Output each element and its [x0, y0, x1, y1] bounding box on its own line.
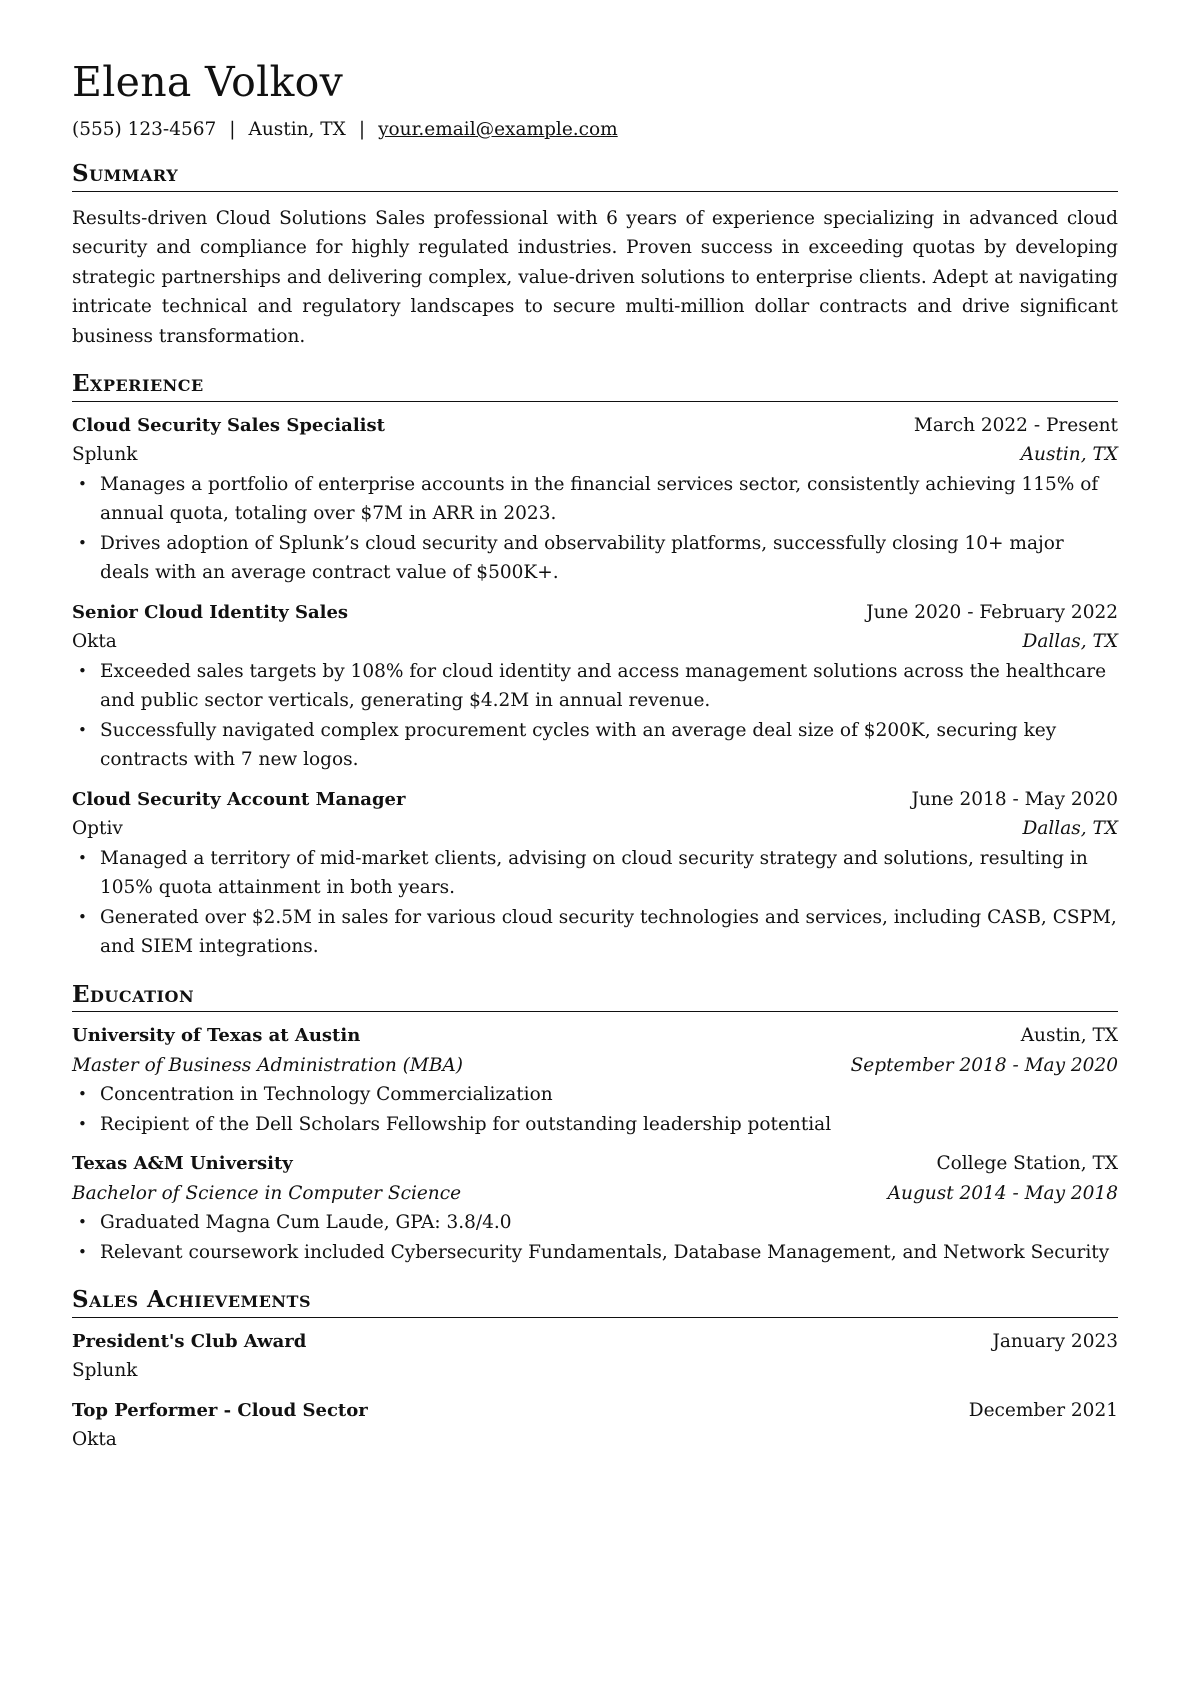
degree-name: Bachelor of Science in Computer Science	[72, 1182, 462, 1204]
section-title-experience: Experience	[72, 371, 1118, 401]
experience-entry	[72, 598, 1118, 775]
company-name: Okta	[72, 631, 117, 653]
award-date: January 2023	[992, 1330, 1118, 1352]
job-dates: March 2022 - Present	[913, 414, 1118, 436]
list-item: • Generated over $2.5M in sales for various cloud security technologies and services, including CASB, CSPM, and SIEM integrations.	[72, 903, 1118, 962]
school-location: Austin, TX	[1020, 1025, 1118, 1047]
section-title-achievements: Sales Achievements	[72, 1287, 1118, 1317]
job-title: Cloud Security Sales Specialist	[72, 414, 385, 436]
summary-text: Results-driven Cloud Solutions Sales professional with 6 years of experience specializing in advanced cloud security and compliance for highly regulated industries. Proven success in exceeding quotas by developing strategic partnerships and delivering complex, value-driven solutions to enterprise clients. Adept at navigating intricate technical and regulatory landscapes to secure multi-million dollar contracts and drive significant business transformation.	[72, 207, 1118, 347]
list-item: • Concentration in Technology Commercialization	[72, 1080, 1118, 1110]
award-date: December 2021	[968, 1399, 1118, 1421]
education-dates: September 2018 - May 2020	[850, 1054, 1118, 1076]
contact-separator: |	[229, 119, 236, 141]
school-name: University of Texas at Austin	[72, 1025, 361, 1047]
job-bullets	[72, 657, 1118, 775]
list-item: • Successfully navigated complex procurement cycles with an average deal size of $200K, securing key contracts with 7 new logos.	[72, 716, 1118, 775]
experience-entry	[72, 785, 1118, 962]
degree-name: Master of Business Administration (MBA)	[72, 1054, 464, 1076]
education-entry	[72, 1021, 1118, 1139]
education-bullets	[72, 1080, 1118, 1139]
list-item: • Graduated Magna Cum Laude, GPA: 3.8/4.0	[72, 1208, 1118, 1238]
award-name: President's Club Award	[72, 1330, 307, 1352]
list-item: • Manages a portfolio of enterprise accounts in the financial services sector, consistently achieving 115% of annual quota, totaling over $7M in ARR in 2023.	[72, 470, 1118, 529]
education-section	[72, 982, 1118, 1267]
achievement-entry	[72, 1327, 1118, 1386]
list-item: • Drives adoption of Splunk’s cloud security and observability platforms, successfully closing 10+ major deals with an average contract value of $500K+.	[72, 529, 1118, 588]
list-item: • Exceeded sales targets by 108% for cloud identity and access management solutions across the healthcare and public sector verticals, generating $4.2M in annual revenue.	[72, 657, 1118, 716]
company-name: Optiv	[72, 818, 123, 840]
job-dates: June 2018 - May 2020	[911, 788, 1118, 810]
achievements-section	[72, 1287, 1118, 1454]
job-location: Austin, TX	[1020, 444, 1118, 466]
education-bullets	[72, 1208, 1118, 1267]
experience-section	[72, 371, 1118, 961]
award-name: Top Performer - Cloud Sector	[72, 1399, 368, 1421]
summary-section	[72, 161, 1118, 351]
job-bullets	[72, 844, 1118, 962]
achievement-entry	[72, 1396, 1118, 1455]
education-dates: August 2014 - May 2018	[887, 1182, 1118, 1204]
candidate-name: Elena Volkov	[72, 58, 344, 106]
email-link[interactable]: your.email@example.com	[378, 119, 618, 141]
contact-line	[72, 119, 1118, 141]
job-dates: June 2020 - February 2022	[866, 601, 1118, 623]
contact-separator: |	[358, 119, 366, 141]
list-item: • Managed a territory of mid-market clients, advising on cloud security strategy and solutions, resulting in 105% quota attainment in both years.	[72, 844, 1118, 903]
location: Austin, TX	[248, 119, 346, 141]
section-title-summary: Summary	[72, 161, 1118, 191]
job-title: Senior Cloud Identity Sales	[72, 601, 349, 623]
school-location: College Station, TX	[936, 1153, 1118, 1175]
award-organization: Splunk	[72, 1360, 138, 1382]
school-name: Texas A&M University	[72, 1153, 293, 1175]
company-name: Splunk	[72, 444, 138, 466]
education-entry	[72, 1149, 1118, 1267]
award-organization: Okta	[72, 1429, 117, 1451]
list-item: • Recipient of the Dell Scholars Fellowship for outstanding leadership potential	[72, 1110, 1118, 1140]
job-title: Cloud Security Account Manager	[72, 788, 406, 810]
section-title-education: Education	[72, 982, 1118, 1012]
phone-number: (555) 123-4567	[72, 119, 217, 141]
experience-entry	[72, 411, 1118, 588]
job-bullets	[72, 470, 1118, 588]
job-location: Dallas, TX	[1022, 631, 1118, 653]
job-location: Dallas, TX	[1022, 818, 1118, 840]
list-item: • Relevant coursework included Cybersecurity Fundamentals, Database Management, and Network Security	[72, 1238, 1118, 1268]
